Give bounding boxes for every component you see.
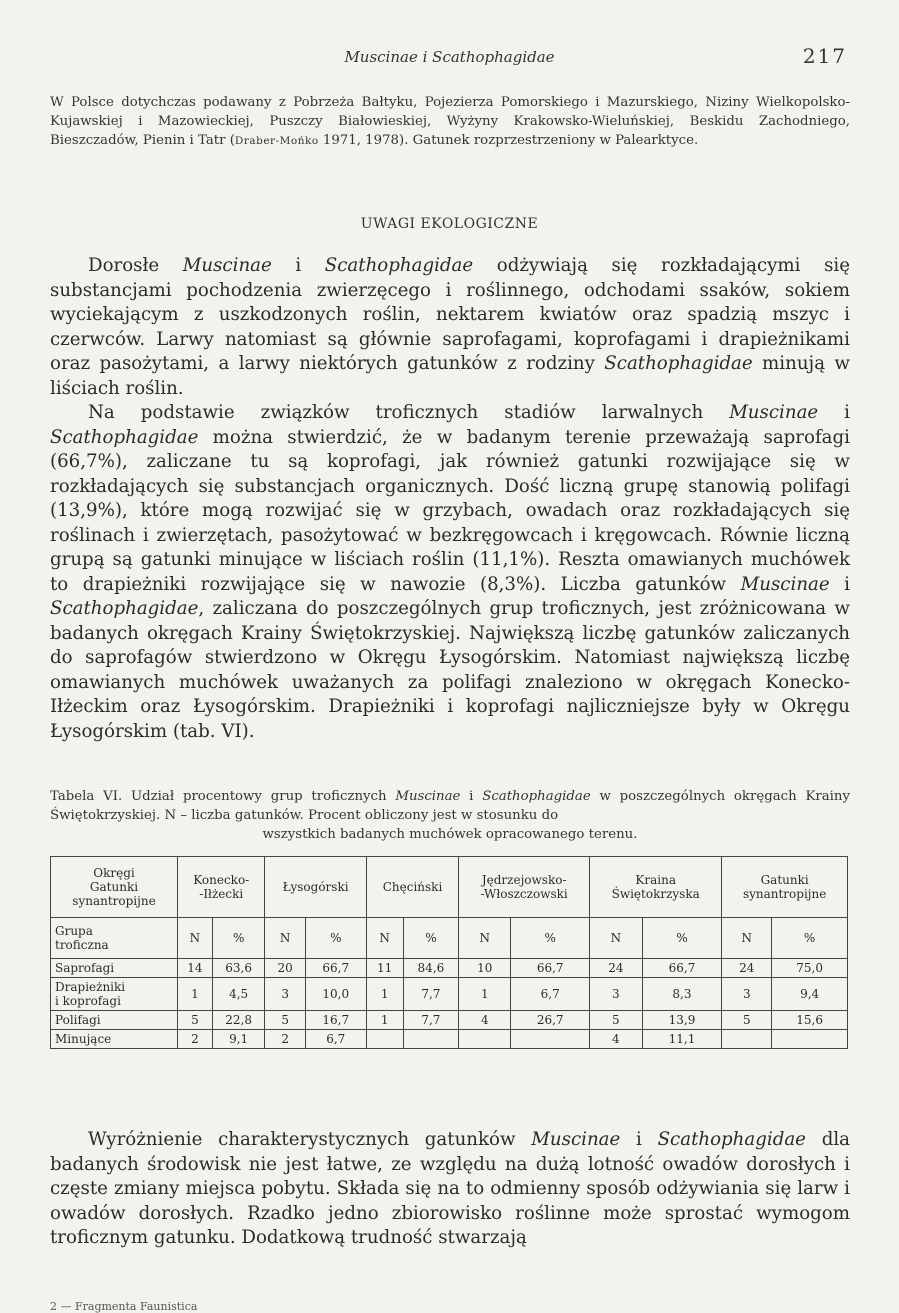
page-number: 217 bbox=[802, 44, 847, 68]
column-header: Gatunki synantropijne bbox=[722, 857, 848, 918]
subheader-n: N bbox=[590, 918, 643, 959]
trophic-groups-table bbox=[50, 856, 848, 1049]
distribution-text: W Polsce dotychczas podawany z Pobrzeża Bałtyku, Pojezierza Pomorskiego i Mazurskiego, Niziny Wielkopolsko-Kujawskiej i Mazowieckiej, Puszczy Białowieskiej, Wyżyny Krakowsko-Wieluńskiej, Beskidu Zachodniego, Bieszczadów, Pienin i Tatr ( bbox=[50, 95, 850, 148]
subheader-percent: % bbox=[403, 918, 459, 959]
row-label: Drapieżniki i koprofagi bbox=[51, 978, 178, 1011]
corner-label: Grupa bbox=[55, 924, 93, 938]
text: dla badanych środowisk nie jest łatwe, ze względu na dużą lotność owadów dorosłych i częste zmiany miejsca pobytu. Składa się na to odmienny sposób odżywiania się larw i owadów dorosłych. Rzadko jedno zbiorowisko roślinne może sprostać wymogom troficznym gatunku. Dodatkową trudność stwarzają bbox=[50, 1129, 850, 1248]
taxon-name: Scathophagidae bbox=[604, 353, 753, 374]
subheader-percent: % bbox=[772, 918, 848, 959]
text: Wyróżnienie charakterystycznych gatunków bbox=[88, 1129, 532, 1150]
cell-percent: 63,6 bbox=[212, 959, 265, 978]
cell-percent: 16,7 bbox=[305, 1011, 366, 1030]
table-row bbox=[51, 959, 848, 978]
distribution-text-end: 1971, 1978). Gatunek rozprzestrzeniony w Palearktyce. bbox=[318, 133, 699, 148]
column-header: Konecko- -Iłżecki bbox=[178, 857, 265, 918]
cell-count bbox=[722, 1030, 772, 1049]
running-header-title: Muscinae i Scathophagidae bbox=[344, 48, 555, 66]
cell-percent: 6,7 bbox=[305, 1030, 366, 1049]
cell-count: 1 bbox=[178, 978, 213, 1011]
taxon-name: Scathophagidae bbox=[324, 255, 474, 276]
cell-count: 24 bbox=[722, 959, 772, 978]
row-label: Polifagi bbox=[51, 1011, 178, 1030]
subheader-percent: % bbox=[305, 918, 366, 959]
table-row bbox=[51, 1030, 848, 1049]
text: i bbox=[818, 402, 850, 423]
page-footer: 2 — Fragmenta Faunistica bbox=[50, 1300, 198, 1313]
corner-label: synantropijne bbox=[72, 894, 156, 908]
cell-count: 10 bbox=[459, 959, 511, 978]
text: można stwierdzić, że w badanym terenie przeważają saprofagi (66,7%), zaliczane tu są koprofagi, jak również gatunki rozwijające się w rozkładających się substancjach organicznych. Dość liczną grupę stanowią polifagi (13,9%), które mogą rozwijać się w grzybach, owadach oraz rozkładających się roślinach i zwierzętach, pasożytować w bezkręgowcach i kręgowcach. Równie liczną grupą są gatunki minujące w liściach roślin (11,1%). Reszta omawianych muchówek to drapieżniki rozwijające się w nawozie (8,3%). Liczba gatunków bbox=[50, 426, 850, 595]
cell-count: 1 bbox=[366, 1011, 403, 1030]
cell-percent: 26,7 bbox=[511, 1011, 590, 1030]
corner-label: Gatunki bbox=[89, 880, 139, 894]
cell-count: 4 bbox=[590, 1030, 643, 1049]
table-header-row bbox=[51, 857, 848, 918]
distribution-paragraph bbox=[50, 93, 850, 151]
cell-count bbox=[366, 1030, 403, 1049]
cell-count: 5 bbox=[590, 1011, 643, 1030]
cell-percent: 11,1 bbox=[642, 1030, 722, 1049]
row-label: Saprofagi bbox=[51, 959, 178, 978]
table-subheader-row bbox=[51, 918, 848, 959]
header-corner-top bbox=[51, 857, 178, 918]
cell-count bbox=[459, 1030, 511, 1049]
column-header: Kraina Świętokrzyska bbox=[590, 857, 722, 918]
taxon-name: Muscinae bbox=[729, 402, 819, 423]
cell-percent: 9,4 bbox=[772, 978, 848, 1011]
taxon-name: Muscinae bbox=[395, 789, 461, 804]
taxon-name: Scathophagidae bbox=[482, 789, 591, 804]
cell-count: 1 bbox=[366, 978, 403, 1011]
column-header: Chęciński bbox=[366, 857, 459, 918]
taxon-name: Muscinae bbox=[531, 1129, 621, 1150]
paragraph-2 bbox=[50, 401, 850, 744]
cell-percent: 66,7 bbox=[642, 959, 722, 978]
taxon-name: Scathophagidae bbox=[50, 598, 199, 619]
paragraph-3 bbox=[50, 1128, 850, 1251]
text: , zaliczana do poszczególnych grup troficznych, jest zróżnicowana w badanych okręgach Krainy Świętokrzyskiej. Największą liczbę gatunków zaliczanych do saprofagów stwierdzono w Okręgu Łysogórskim. Natomiast największą liczbę omawianych muchówek uważanych za polifagi znaleziono w okręgach Konecko-Iłżeckim oraz Łysogórskim. Drapieżniki i koprofagi najliczniejsze były w Okręgu Łysogórskim (tab. VI). bbox=[50, 598, 850, 742]
text: i bbox=[271, 255, 325, 276]
caption-text: Tabela VI. Udział procentowy grup troficznych bbox=[50, 789, 396, 804]
cell-count: 14 bbox=[178, 959, 213, 978]
cell-count: 3 bbox=[722, 978, 772, 1011]
paragraph-1 bbox=[50, 254, 850, 401]
text: i bbox=[620, 1129, 658, 1150]
table-row bbox=[51, 978, 848, 1011]
cell-percent: 4,5 bbox=[212, 978, 265, 1011]
cell-percent: 9,1 bbox=[212, 1030, 265, 1049]
subheader-percent: % bbox=[511, 918, 590, 959]
cell-percent: 75,0 bbox=[772, 959, 848, 978]
cell-count: 24 bbox=[590, 959, 643, 978]
cell-percent: 13,9 bbox=[642, 1011, 722, 1030]
table-body bbox=[51, 959, 848, 1049]
subheader-n: N bbox=[178, 918, 213, 959]
cell-count: 4 bbox=[459, 1011, 511, 1030]
subheader-n: N bbox=[722, 918, 772, 959]
column-header: Jędrzejowsko- -Włoszczowski bbox=[459, 857, 590, 918]
cell-count: 1 bbox=[459, 978, 511, 1011]
text: odżywiają się rozkładającymi się substancjami pochodzenia zwierzęcego i roślinnego, odchodami ssaków, sokiem wyciekającym z uszkodzonych roślin, nektarem kwiatów oraz spadzią mszyc i czerwców. Larwy natomiast są głównie saprofagami, koprofagami i drapieżnikami oraz pasożytami, a larwy niektórych gatunków z rodziny bbox=[50, 255, 850, 374]
text: Na podstawie związków troficznych stadiów larwalnych bbox=[88, 402, 730, 423]
cell-count: 5 bbox=[178, 1011, 213, 1030]
cell-count: 3 bbox=[265, 978, 305, 1011]
caption-text: w poszczególnych okręgach Krainy Świętokrzyskiej. N – liczba gatunków. Procent obliczony jest w stosunku do bbox=[50, 789, 850, 823]
row-label: Minujące bbox=[51, 1030, 178, 1049]
cell-count: 5 bbox=[722, 1011, 772, 1030]
cell-percent: 7,7 bbox=[403, 1011, 459, 1030]
cell-count: 3 bbox=[590, 978, 643, 1011]
cell-percent: 6,7 bbox=[511, 978, 590, 1011]
author-citation: Draber-Mońko bbox=[234, 135, 319, 147]
cell-percent: 8,3 bbox=[642, 978, 722, 1011]
taxon-name: Muscinae bbox=[740, 573, 830, 595]
cell-percent: 15,6 bbox=[772, 1011, 848, 1030]
cell-count: 20 bbox=[265, 959, 305, 978]
caption-text: i bbox=[460, 789, 483, 804]
subheader-n: N bbox=[366, 918, 403, 959]
subheader-n: N bbox=[265, 918, 305, 959]
subheader-percent: % bbox=[212, 918, 265, 959]
cell-count: 11 bbox=[366, 959, 403, 978]
cell-count: 2 bbox=[265, 1030, 305, 1049]
cell-percent bbox=[403, 1030, 459, 1049]
cell-percent: 10,0 bbox=[305, 978, 366, 1011]
taxon-name: Scathophagidae bbox=[50, 426, 199, 448]
column-header: Łysogórski bbox=[265, 857, 366, 918]
subheader-percent: % bbox=[642, 918, 722, 959]
table-row bbox=[51, 1011, 848, 1030]
cell-percent: 84,6 bbox=[403, 959, 459, 978]
cell-percent: 22,8 bbox=[212, 1011, 265, 1030]
text: i bbox=[829, 573, 850, 595]
taxon-name: Muscinae bbox=[182, 255, 272, 276]
cell-percent: 7,7 bbox=[403, 978, 459, 1011]
cell-percent bbox=[772, 1030, 848, 1049]
section-heading: UWAGI EKOLOGICZNE bbox=[360, 216, 539, 232]
cell-count: 5 bbox=[265, 1011, 305, 1030]
subheader-n: N bbox=[459, 918, 511, 959]
cell-percent: 66,7 bbox=[511, 959, 590, 978]
corner-label: troficzna bbox=[55, 938, 109, 952]
header-corner-bottom bbox=[51, 918, 178, 959]
corner-label: Okręgi bbox=[93, 866, 135, 880]
taxon-name: Scathophagidae bbox=[657, 1129, 806, 1150]
text: Dorosłe bbox=[88, 255, 183, 276]
cell-percent: 66,7 bbox=[305, 959, 366, 978]
table-caption bbox=[50, 787, 850, 844]
cell-count: 2 bbox=[178, 1030, 213, 1049]
cell-percent bbox=[511, 1030, 590, 1049]
caption-text-last-line: wszystkich badanych muchówek opracowanego terenu. bbox=[262, 827, 638, 842]
text: minują w liściach roślin. bbox=[50, 353, 850, 399]
